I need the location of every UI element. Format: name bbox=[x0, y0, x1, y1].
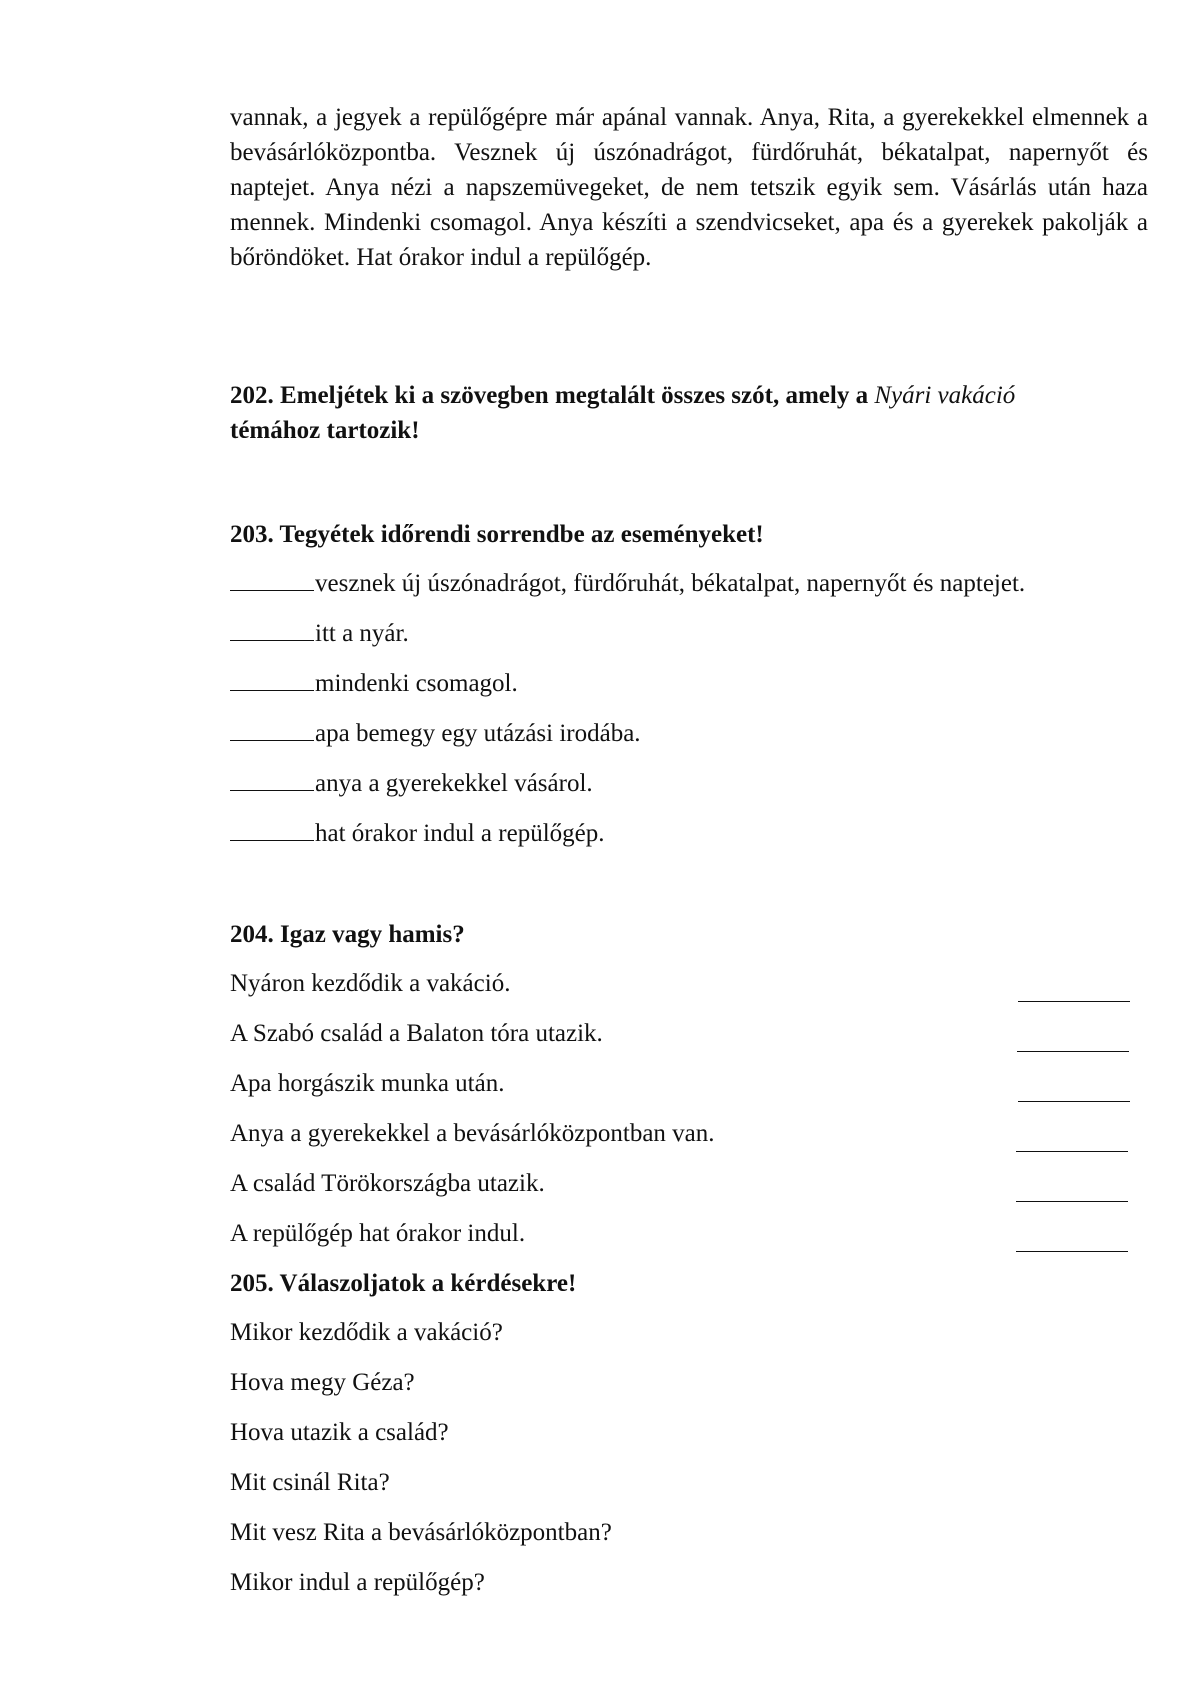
question: Hova megy Géza? bbox=[230, 1369, 415, 1396]
order-blank[interactable] bbox=[230, 718, 314, 741]
true-false-blank[interactable] bbox=[1017, 1051, 1129, 1052]
true-false-statement: A Szabó család a Balaton tóra utazik. bbox=[230, 1020, 603, 1047]
order-item bbox=[230, 716, 641, 751]
question: Mikor kezdődik a vakáció? bbox=[230, 1319, 503, 1346]
question: Mikor indul a repülőgép? bbox=[230, 1569, 485, 1596]
order-item-text: mindenki csomagol. bbox=[315, 670, 518, 697]
question: Hova utazik a család? bbox=[230, 1419, 449, 1446]
task-202-text: 202. Emeljétek ki a szövegben megtalált összes szót, amely a bbox=[230, 382, 875, 409]
order-blank[interactable] bbox=[230, 768, 314, 791]
true-false-statement: A család Törökországba utazik. bbox=[230, 1170, 545, 1197]
true-false-statement: A repülőgép hat órakor indul. bbox=[230, 1220, 526, 1247]
task-202-italic: Nyári vakáció bbox=[874, 382, 1016, 409]
order-blank[interactable] bbox=[230, 568, 314, 591]
task-205-heading: 205. Válaszoljatok a kérdésekre! bbox=[230, 1270, 577, 1297]
true-false-blank[interactable] bbox=[1016, 1251, 1128, 1252]
true-false-blank[interactable] bbox=[1016, 1201, 1128, 1202]
true-false-statement: Nyáron kezdődik a vakáció. bbox=[230, 970, 511, 997]
order-blank[interactable] bbox=[230, 818, 314, 841]
true-false-blank[interactable] bbox=[1018, 1101, 1130, 1102]
order-item bbox=[230, 616, 409, 651]
order-item bbox=[230, 816, 605, 851]
question: Mit csinál Rita? bbox=[230, 1469, 390, 1496]
order-item-text: apa bemegy egy utázási irodába. bbox=[315, 720, 641, 747]
order-item-text: anya a gyerekekkel vásárol. bbox=[315, 770, 593, 797]
order-item-text: hat órakor indul a repülőgép. bbox=[315, 820, 605, 847]
task-202-heading bbox=[230, 378, 1148, 448]
question: Mit vesz Rita a bevásárlóközpontban? bbox=[230, 1519, 612, 1546]
order-item bbox=[230, 766, 593, 801]
order-item bbox=[230, 566, 1025, 601]
true-false-statement: Apa horgászik munka után. bbox=[230, 1070, 505, 1097]
true-false-blank[interactable] bbox=[1016, 1151, 1128, 1152]
task-202-text-end: témához tartozik! bbox=[230, 417, 420, 444]
order-blank[interactable] bbox=[230, 618, 314, 641]
order-item bbox=[230, 666, 518, 701]
true-false-blank[interactable] bbox=[1018, 1001, 1130, 1002]
task-204-heading: 204. Igaz vagy hamis? bbox=[230, 921, 465, 948]
task-203-heading: 203. Tegyétek időrendi sorrendbe az eseményeket! bbox=[230, 521, 764, 548]
order-item-text: itt a nyár. bbox=[315, 620, 409, 647]
true-false-statement: Anya a gyerekekkel a bevásárlóközpontban van. bbox=[230, 1120, 715, 1147]
order-item-text: vesznek új úszónadrágot, fürdőruhát, békatalpat, napernyőt és naptejet. bbox=[315, 570, 1026, 597]
intro-paragraph: vannak, a jegyek a repülőgépre már apánal vannak. Anya, Rita, a gyerekekkel elmennek a bevásárlóközpontba. Vesznek új úszónadrágot, fürdőruhát, békatalpat, napernyőt és naptejet. Anya nézi a napszemüvegeket, de nem tetszik egyik sem. Vásárlás után haza mennek. Mindenki csomagol. Anya készíti a szendvicseket, apa és a gyerekek pakolják a bőröndöket. Hat órakor indul a repülőgép. bbox=[230, 104, 1148, 271]
order-blank[interactable] bbox=[230, 668, 314, 691]
